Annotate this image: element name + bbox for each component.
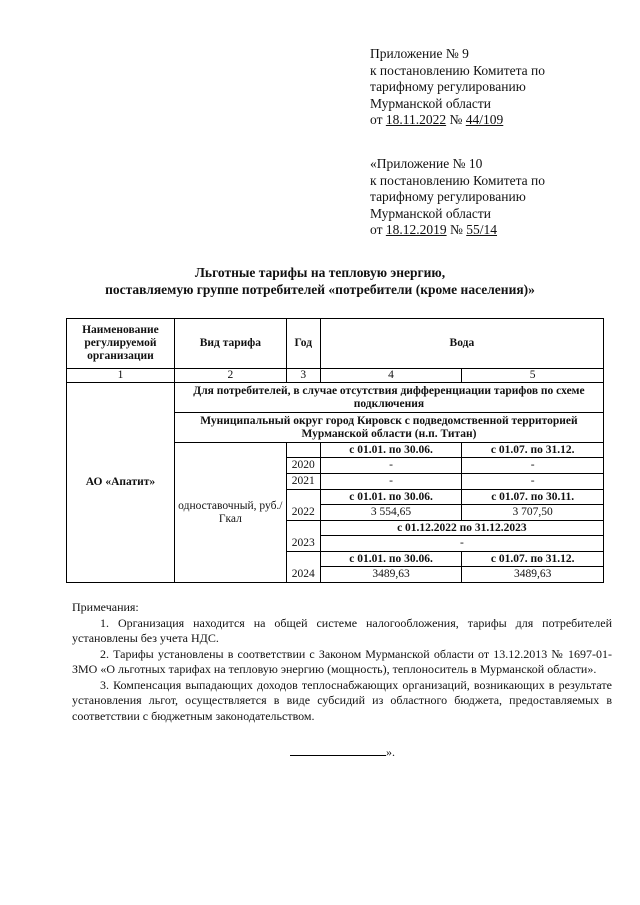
decree-number: 55/14 [466, 222, 498, 237]
consumer-note-row: Для потребителей, в случае отсутствия дифференциации тарифов по схеме подключения [174, 383, 603, 413]
period-header: с 01.01. по 30.06. [320, 490, 462, 505]
decree-date: 18.11.2022 [385, 112, 447, 127]
col-header-tariff-type: Вид тарифа [174, 319, 286, 369]
year-cell: 2020 [286, 458, 320, 474]
number-prefix: № [446, 222, 467, 237]
column-number-row [67, 369, 604, 383]
document-title [20, 264, 620, 298]
tariff-value: 3489,63 [462, 567, 604, 583]
tariff-value: - [320, 474, 462, 490]
appendix-line: Мурманской области [370, 95, 491, 111]
col-number: 5 [462, 369, 604, 383]
appendix-line: к постановлению Комитета по [370, 62, 545, 78]
appendix-number: Приложение № 9 [370, 46, 469, 61]
period-header: с 01.12.2022 по 31.12.2023 [320, 521, 603, 536]
period-header: с 01.07. по 31.12. [462, 443, 604, 458]
year-cell: 2024 [286, 567, 320, 583]
tariff-type-cell: одноставочный, руб./Гкал [174, 443, 286, 583]
table-row [67, 383, 604, 413]
year-cell [286, 521, 320, 536]
header-row [67, 319, 604, 369]
col-number: 4 [320, 369, 462, 383]
note-item: 3. Компенсация выпадающих доходов теплоснабжающих организаций, возникающих в результате установления льгот, осуществляется в виде субсидий из областного бюджета, предоставляемых в соответствии с бюджетным законодательством. [72, 677, 612, 723]
closing-mark [290, 745, 395, 760]
period-header: с 01.01. по 30.06. [320, 443, 462, 458]
col-header-org: Наименование регулируемой организации [67, 319, 175, 369]
original-appendix-header [370, 156, 630, 239]
note-item: 1. Организация находится на общей системе налогообложения, тарифы для потребителей установлены без учета НДС. [72, 615, 612, 645]
col-header-year: Год [286, 319, 320, 369]
appendix-date-line [370, 222, 630, 239]
notes-heading: Примечания: [72, 600, 139, 614]
closing-quote: ». [386, 745, 395, 759]
year-cell [286, 443, 320, 458]
appendix-line: Мурманской области [370, 205, 491, 221]
col-number: 1 [67, 369, 175, 383]
tariff-value: - [320, 458, 462, 474]
number-prefix: № [446, 112, 466, 127]
title-line: Льготные тарифы на тепловую энергию, [194, 265, 446, 280]
appendix-header [370, 46, 630, 129]
organization-name: АО «Апатит» [67, 383, 175, 583]
tariff-table [66, 318, 604, 583]
period-header: с 01.07. по 30.11. [462, 490, 604, 505]
col-number: 3 [286, 369, 320, 383]
tariff-value: - [320, 536, 603, 552]
appendix-line: к постановлению Комитета по [370, 172, 545, 188]
year-cell: 2023 [286, 536, 320, 552]
col-number: 2 [174, 369, 286, 383]
tariff-value: 3 707,50 [462, 505, 604, 521]
tariff-value: - [462, 474, 604, 490]
tariff-value: 3489,63 [320, 567, 462, 583]
period-header: с 01.01. по 30.06. [320, 552, 462, 567]
year-cell [286, 490, 320, 505]
year-cell [286, 552, 320, 567]
notes-section [72, 600, 612, 724]
decree-number: 44/109 [465, 112, 504, 127]
col-header-water: Вода [320, 319, 603, 369]
date-prefix: от [370, 112, 386, 127]
title-line: поставляемую группе потребителей «потребители (кроме населения)» [105, 282, 535, 297]
tariff-value: 3 554,65 [320, 505, 462, 521]
appendix-line: тарифному регулированию [370, 79, 526, 94]
appendix-number: «Приложение № 10 [370, 156, 483, 171]
period-header: с 01.07. по 31.12. [462, 552, 604, 567]
note-item: 2. Тарифы установлены в соответствии с Законом Мурманской области от 13.12.2013 № 1697-01-ЗМО «О льготных тарифах на тепловую энергию (мощность), теплоноситель в Мурманской области». [72, 646, 612, 676]
appendix-date-line [370, 112, 630, 129]
territory-row: Муниципальный округ город Кировск с подведомственной территорией Мурманской области (н.п. Титан) [174, 413, 603, 443]
tariff-value: - [462, 458, 604, 474]
appendix-line: тарифному регулированию [370, 189, 526, 204]
year-cell: 2021 [286, 474, 320, 490]
signature-line [290, 755, 386, 756]
date-prefix: от [370, 222, 386, 237]
year-cell: 2022 [286, 505, 320, 521]
decree-date: 18.12.2019 [385, 222, 447, 237]
